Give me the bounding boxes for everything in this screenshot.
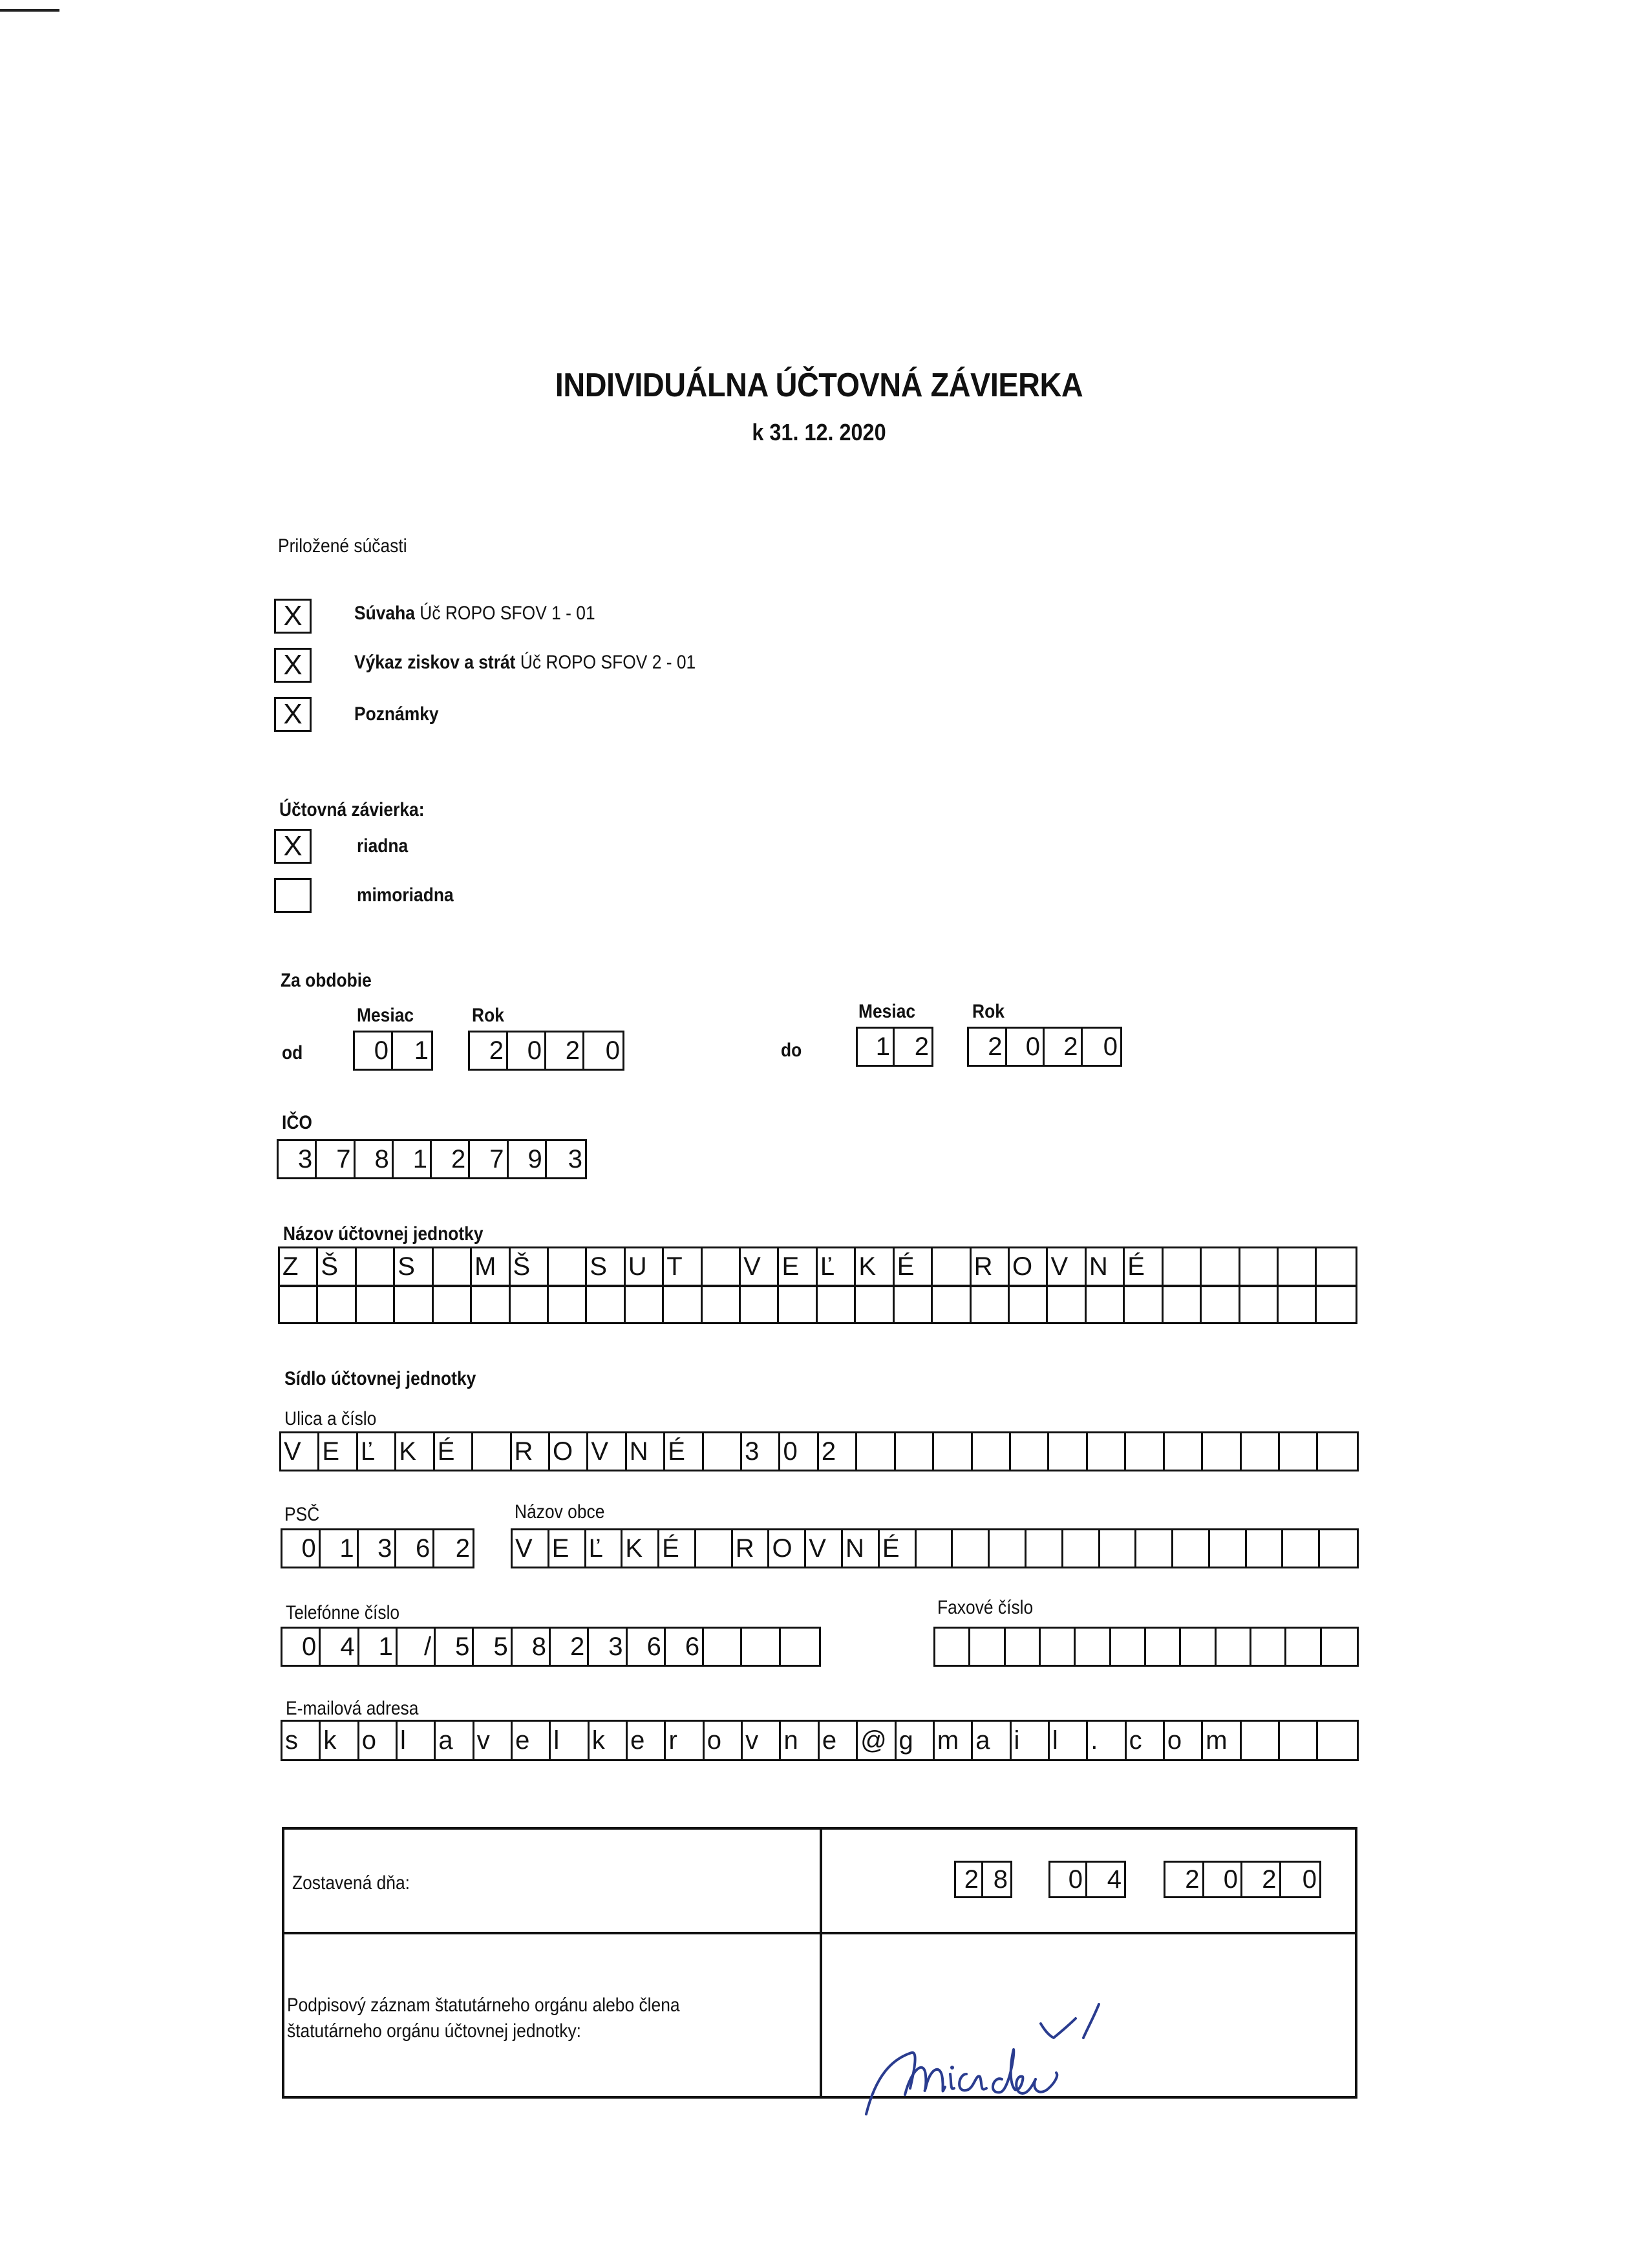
char-box[interactable]: 0 (282, 1530, 321, 1567)
char-box[interactable]: 3 (359, 1530, 397, 1567)
signature-label: Podpisový záznam štatutárneho orgánu alebo člena štatutárneho orgánu účtovnej jednotky: (287, 1995, 680, 2042)
char-box[interactable] (1283, 1530, 1320, 1567)
char-box[interactable] (1203, 1433, 1241, 1470)
char-box[interactable]: 2 (914, 1032, 929, 1061)
char-box[interactable] (549, 1287, 587, 1322)
closing-heading: Účtovná závierka: (279, 799, 425, 820)
char-box[interactable] (1279, 1248, 1317, 1285)
char-box[interactable] (1088, 1433, 1126, 1470)
char-box[interactable] (973, 1433, 1011, 1470)
compiled-month-boxes[interactable] (1048, 1861, 1126, 1898)
char-box[interactable]: V (281, 1433, 319, 1470)
char-box[interactable] (473, 1433, 511, 1470)
char-box[interactable] (818, 1287, 856, 1322)
char-box[interactable]: 2 (1045, 1029, 1083, 1065)
char-box[interactable]: 1 (321, 1530, 359, 1567)
from-month-label: Mesiac (357, 1005, 414, 1026)
char-box[interactable] (1125, 1287, 1163, 1322)
char-box[interactable] (1280, 1722, 1318, 1759)
char-box[interactable] (1111, 1629, 1146, 1665)
char-box[interactable]: K (622, 1530, 659, 1567)
char-box[interactable] (1240, 1287, 1279, 1322)
char-box[interactable] (1164, 1248, 1202, 1285)
char-box[interactable] (1251, 1629, 1286, 1665)
fax-boxes[interactable] (933, 1627, 1359, 1667)
psc-boxes[interactable] (281, 1528, 474, 1568)
char-box[interactable]: m (1203, 1722, 1241, 1759)
char-box[interactable]: Š (318, 1248, 356, 1285)
char-box[interactable]: O (1010, 1248, 1048, 1285)
char-box[interactable]: i (1012, 1722, 1050, 1759)
char-box[interactable]: 1 (359, 1629, 398, 1665)
char-box[interactable]: o (705, 1722, 743, 1759)
char-box[interactable] (549, 1248, 587, 1285)
char-box[interactable]: l (551, 1722, 589, 1759)
period-heading: Za obdobie (281, 970, 372, 991)
char-box[interactable]: 8 (356, 1141, 394, 1177)
char-box[interactable]: e (628, 1722, 666, 1759)
from-year-boxes[interactable] (468, 1031, 624, 1071)
char-box[interactable]: 0 (1204, 1863, 1243, 1896)
char-box[interactable]: e (820, 1722, 858, 1759)
char-box[interactable]: 8 (513, 1629, 551, 1665)
fax-label: Faxové číslo (937, 1597, 1034, 1618)
char-box[interactable]: 0 (605, 1036, 620, 1065)
street-boxes[interactable] (279, 1431, 1359, 1471)
to-label: do (781, 1040, 802, 1061)
char-box[interactable] (1318, 1722, 1356, 1759)
char-box[interactable]: 0 (508, 1032, 546, 1069)
char-box[interactable]: É (1125, 1248, 1163, 1285)
checkbox-vykaz[interactable]: X (274, 648, 312, 683)
email-label: E-mailová adresa (286, 1698, 419, 1719)
char-box[interactable]: a (973, 1722, 1011, 1759)
label-riadna: riadna (357, 835, 409, 857)
char-box[interactable] (395, 1287, 433, 1322)
char-box[interactable] (357, 1287, 395, 1322)
compiled-label: Zostavená dňa: (292, 1872, 410, 1894)
char-box[interactable]: O (550, 1433, 588, 1470)
char-box[interactable] (664, 1287, 702, 1322)
char-box[interactable]: V (741, 1248, 779, 1285)
to-year-boxes[interactable] (967, 1027, 1122, 1067)
char-box[interactable] (856, 1287, 894, 1322)
entity-name-row-1[interactable] (278, 1246, 1357, 1287)
char-box[interactable]: R (733, 1530, 770, 1567)
char-box[interactable] (896, 1433, 934, 1470)
char-box[interactable]: o (359, 1722, 398, 1759)
char-box[interactable]: Ľ (358, 1433, 396, 1470)
char-box[interactable]: Ľ (586, 1530, 623, 1567)
char-box[interactable] (704, 1629, 742, 1665)
char-box[interactable] (1322, 1629, 1357, 1665)
char-box[interactable]: . (1088, 1722, 1126, 1759)
char-box[interactable] (1173, 1530, 1210, 1567)
to-month-boxes[interactable] (856, 1027, 933, 1067)
entity-name-row-2[interactable] (278, 1285, 1357, 1324)
char-box[interactable] (1286, 1629, 1321, 1665)
char-box[interactable]: 0 (282, 1629, 321, 1665)
char-box[interactable] (704, 1433, 742, 1470)
char-box[interactable]: 0 (1103, 1032, 1118, 1061)
char-box[interactable]: 2 (1242, 1863, 1281, 1896)
char-box[interactable]: g (897, 1722, 935, 1759)
checkbox-mimoriadna[interactable] (274, 878, 312, 913)
char-box[interactable]: 0 (1007, 1029, 1045, 1065)
char-box[interactable]: É (435, 1433, 473, 1470)
char-box[interactable] (990, 1530, 1026, 1567)
char-box[interactable]: c (1127, 1722, 1165, 1759)
char-box[interactable] (1202, 1287, 1240, 1322)
char-box[interactable]: 3 (742, 1433, 780, 1470)
char-box[interactable]: N (843, 1530, 880, 1567)
char-box[interactable]: V (806, 1530, 843, 1567)
compiled-day-boxes[interactable] (954, 1861, 1012, 1898)
char-box[interactable]: E (319, 1433, 357, 1470)
psc-label: PSČ (284, 1504, 320, 1525)
char-box[interactable]: R (972, 1248, 1010, 1285)
char-box[interactable] (779, 1287, 817, 1322)
char-box[interactable]: 2 (956, 1863, 983, 1896)
char-box[interactable]: o (1165, 1722, 1203, 1759)
char-box[interactable] (1320, 1530, 1357, 1567)
char-box[interactable]: 0 (780, 1433, 818, 1470)
checkbox-suvaha[interactable]: X (274, 599, 312, 634)
char-box[interactable] (1242, 1722, 1280, 1759)
char-box[interactable]: 2 (455, 1534, 470, 1563)
char-box[interactable] (1136, 1530, 1173, 1567)
char-box[interactable]: E (549, 1530, 586, 1567)
signature-table-column-divider (820, 1827, 822, 2099)
char-box[interactable] (1317, 1248, 1355, 1285)
label-mimoriadna: mimoriadna (357, 884, 454, 906)
char-box[interactable]: 5 (474, 1629, 512, 1665)
char-box[interactable] (933, 1248, 971, 1285)
char-box[interactable]: Š (511, 1248, 549, 1285)
handwritten-signature (853, 1998, 1164, 2121)
char-box[interactable]: 2 (819, 1433, 857, 1470)
label-vykaz: Výkaz ziskov a strát Úč ROPO SFOV 2 - 01 (354, 652, 696, 673)
char-box[interactable] (895, 1287, 933, 1322)
char-box[interactable]: 8 (993, 1865, 1008, 1894)
char-box[interactable]: 1 (858, 1029, 895, 1065)
char-box[interactable]: 1 (394, 1141, 432, 1177)
char-box[interactable] (1041, 1629, 1076, 1665)
phone-boxes[interactable] (281, 1627, 821, 1667)
char-box[interactable] (1087, 1287, 1125, 1322)
char-box[interactable] (696, 1530, 733, 1567)
document-title: INDIVIDUÁLNA ÚČTOVNÁ ZÁVIERKA (555, 367, 1083, 404)
char-box[interactable] (1126, 1433, 1164, 1470)
char-box[interactable]: O (769, 1530, 806, 1567)
char-box[interactable]: / (398, 1629, 436, 1665)
top-edge-line (0, 9, 59, 12)
char-box[interactable]: É (880, 1530, 917, 1567)
char-box[interactable] (917, 1530, 953, 1567)
char-box[interactable]: V (588, 1433, 626, 1470)
char-box[interactable] (587, 1287, 625, 1322)
char-box[interactable] (1010, 1287, 1048, 1322)
char-box[interactable] (1164, 1287, 1202, 1322)
char-box[interactable]: 2 (470, 1032, 508, 1069)
char-box[interactable]: 7 (470, 1141, 508, 1177)
char-box[interactable] (1048, 1287, 1086, 1322)
char-box[interactable]: 0 (1302, 1865, 1317, 1894)
char-box[interactable]: 6 (666, 1629, 704, 1665)
char-box[interactable] (1279, 1287, 1317, 1322)
char-box[interactable]: K (396, 1433, 434, 1470)
char-box[interactable] (1318, 1433, 1356, 1470)
char-box[interactable]: É (665, 1433, 703, 1470)
char-box[interactable] (357, 1248, 395, 1285)
char-box[interactable] (970, 1629, 1005, 1665)
char-box[interactable] (1063, 1530, 1100, 1567)
from-month-boxes[interactable] (353, 1031, 433, 1071)
checkbox-riadna[interactable]: X (274, 829, 312, 864)
char-box[interactable]: Z (280, 1248, 318, 1285)
char-box[interactable] (472, 1287, 510, 1322)
char-box[interactable] (935, 1629, 970, 1665)
char-box[interactable] (953, 1530, 990, 1567)
from-label: od (282, 1042, 303, 1064)
char-box[interactable]: T (664, 1248, 702, 1285)
char-box[interactable]: 7 (317, 1141, 355, 1177)
char-box[interactable]: k (590, 1722, 628, 1759)
char-box[interactable] (1240, 1248, 1279, 1285)
char-box[interactable]: E (779, 1248, 817, 1285)
char-box[interactable] (280, 1287, 318, 1322)
char-box[interactable]: k (321, 1722, 359, 1759)
char-box[interactable]: 2 (1165, 1863, 1204, 1896)
char-box[interactable] (1076, 1629, 1111, 1665)
char-box[interactable] (1100, 1530, 1137, 1567)
char-box[interactable]: 4 (1107, 1865, 1122, 1894)
char-box[interactable] (1011, 1433, 1049, 1470)
label-poznamky: Poznámky (354, 703, 439, 725)
char-box[interactable] (1217, 1629, 1251, 1665)
char-box[interactable]: 6 (628, 1629, 666, 1665)
char-box[interactable]: v (743, 1722, 781, 1759)
char-box[interactable]: N (627, 1433, 665, 1470)
town-boxes[interactable] (511, 1528, 1359, 1568)
char-box[interactable]: l (398, 1722, 436, 1759)
char-box[interactable] (933, 1287, 971, 1322)
ico-label: IČO (282, 1112, 312, 1133)
town-label: Názov obce (515, 1501, 605, 1523)
label-suvaha: Súvaha Úč ROPO SFOV 1 - 01 (354, 603, 595, 624)
ico-boxes[interactable] (277, 1139, 587, 1179)
char-box[interactable]: 0 (355, 1032, 393, 1069)
char-box[interactable] (1280, 1433, 1318, 1470)
char-box[interactable]: l (1050, 1722, 1088, 1759)
char-box[interactable]: M (472, 1248, 510, 1285)
char-box[interactable]: 1 (414, 1036, 429, 1065)
char-box[interactable] (1242, 1433, 1280, 1470)
char-box[interactable] (318, 1287, 356, 1322)
char-box[interactable] (1202, 1248, 1240, 1285)
char-box[interactable]: V (513, 1530, 549, 1567)
compiled-year-boxes[interactable] (1164, 1861, 1321, 1898)
char-box[interactable]: R (512, 1433, 550, 1470)
char-box[interactable]: S (395, 1248, 433, 1285)
seat-heading: Sídlo účtovnej jednotky (284, 1368, 476, 1389)
char-box[interactable] (1006, 1629, 1041, 1665)
char-box[interactable]: 3 (279, 1141, 317, 1177)
char-box[interactable]: @ (858, 1722, 896, 1759)
char-box[interactable]: n (781, 1722, 819, 1759)
char-box[interactable] (972, 1287, 1010, 1322)
document-date: k 31. 12. 2020 (752, 419, 886, 445)
char-box[interactable]: U (626, 1248, 664, 1285)
char-box[interactable]: 2 (551, 1629, 589, 1665)
char-box[interactable] (1026, 1530, 1063, 1567)
char-box[interactable]: 0 (1050, 1863, 1087, 1896)
char-box[interactable] (1165, 1433, 1203, 1470)
char-box[interactable] (1146, 1629, 1181, 1665)
char-box[interactable]: V (1048, 1248, 1086, 1285)
street-label: Ulica a číslo (284, 1408, 377, 1429)
char-box[interactable]: e (513, 1722, 551, 1759)
char-box[interactable]: m (935, 1722, 973, 1759)
to-year-label: Rok (972, 1001, 1005, 1022)
checkbox-poznamky[interactable]: X (274, 697, 312, 732)
char-box[interactable] (703, 1287, 741, 1322)
to-month-label: Mesiac (858, 1001, 916, 1022)
attached-heading: Priložené súčasti (278, 535, 407, 557)
email-boxes[interactable] (281, 1720, 1359, 1761)
char-box[interactable] (1181, 1629, 1216, 1665)
char-box[interactable] (703, 1248, 741, 1285)
char-box[interactable]: Ľ (818, 1248, 856, 1285)
char-box[interactable] (741, 1287, 779, 1322)
char-box[interactable]: 3 (568, 1145, 582, 1173)
char-box[interactable]: v (474, 1722, 513, 1759)
char-box[interactable]: É (895, 1248, 933, 1285)
char-box[interactable]: s (282, 1722, 321, 1759)
char-box[interactable] (781, 1629, 819, 1665)
char-box[interactable]: K (856, 1248, 894, 1285)
char-box[interactable]: 9 (509, 1141, 547, 1177)
char-box[interactable] (857, 1433, 895, 1470)
char-box[interactable] (1049, 1433, 1087, 1470)
char-box[interactable]: 5 (436, 1629, 474, 1665)
char-box[interactable]: 2 (969, 1029, 1007, 1065)
char-box[interactable] (626, 1287, 664, 1322)
entity-name-label: Názov účtovnej jednotky (283, 1223, 484, 1245)
char-box[interactable]: 3 (589, 1629, 627, 1665)
char-box[interactable] (434, 1248, 472, 1285)
char-box[interactable]: a (436, 1722, 474, 1759)
char-box[interactable] (1317, 1287, 1355, 1322)
from-year-label: Rok (472, 1005, 504, 1026)
char-box[interactable]: N (1087, 1248, 1125, 1285)
char-box[interactable]: 2 (546, 1032, 584, 1069)
char-box[interactable]: 2 (432, 1141, 470, 1177)
char-box[interactable]: É (659, 1530, 696, 1567)
char-box[interactable] (742, 1629, 780, 1665)
char-box[interactable] (1247, 1530, 1284, 1567)
char-box[interactable] (1210, 1530, 1247, 1567)
char-box[interactable]: S (587, 1248, 625, 1285)
char-box[interactable] (434, 1287, 472, 1322)
phone-label: Telefónne číslo (286, 1602, 400, 1623)
char-box[interactable]: 6 (396, 1530, 434, 1567)
char-box[interactable] (511, 1287, 549, 1322)
char-box[interactable]: 4 (321, 1629, 359, 1665)
char-box[interactable] (934, 1433, 972, 1470)
char-box[interactable]: r (666, 1722, 704, 1759)
